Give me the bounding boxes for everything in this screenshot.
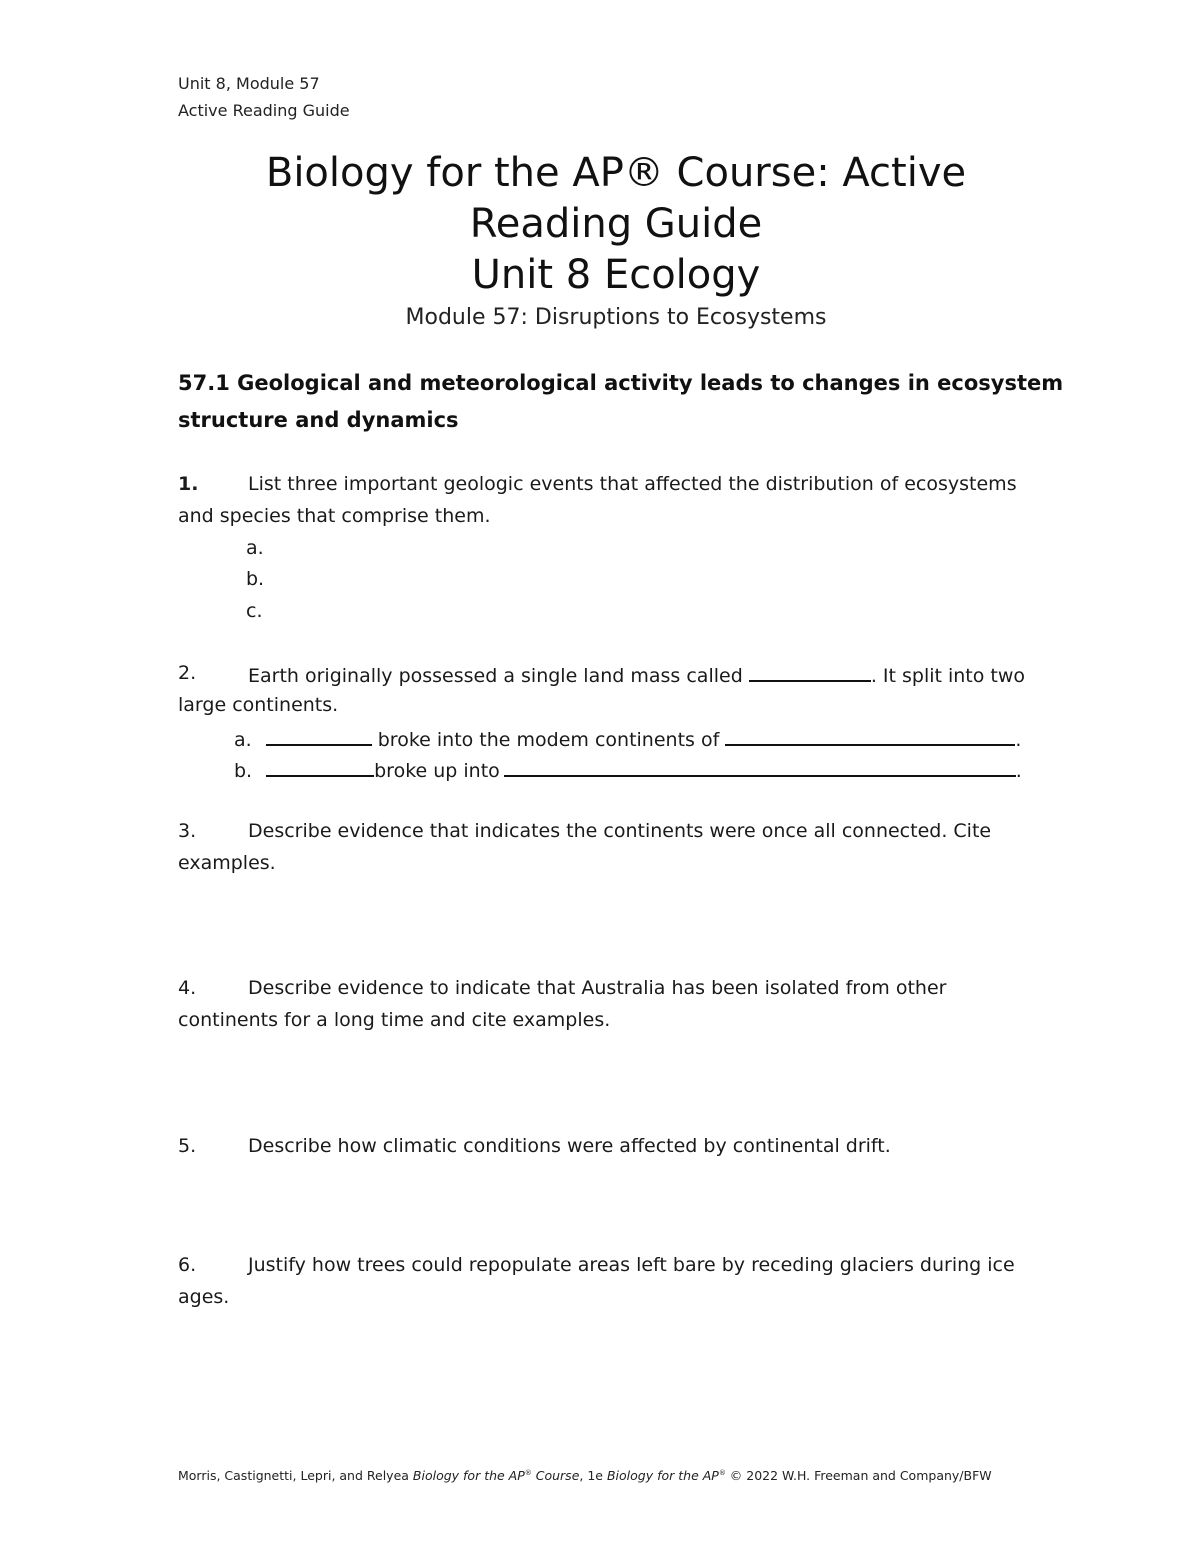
question-6-text-line-1: Justify how trees could repopulate areas left bare by receding glaciers during ice <box>248 1254 1015 1276</box>
question-2-part-a-end: . <box>1015 729 1022 751</box>
header-guide-label: Active Reading Guide <box>178 101 350 120</box>
page-title-line-2: Reading Guide <box>469 201 763 247</box>
footer-registered-mark-1: ® <box>524 1468 532 1477</box>
question-1-text-line-1: List three important geologic events that affected the distribution of ecosystems <box>248 473 1017 495</box>
question-2-part-b-end: . <box>1015 760 1022 782</box>
footer-book-title-1: Biology for the AP <box>412 1468 525 1483</box>
question-2-part-b-label: b. <box>234 760 253 782</box>
question-2-number: 2. <box>178 662 197 684</box>
question-1-number: 1. <box>178 473 199 495</box>
question-1-answer-b: b. <box>246 568 265 590</box>
footer-registered-mark-2: ® <box>718 1468 726 1477</box>
footer-citation <box>178 1468 992 1483</box>
module-subtitle: Module 57: Disruptions to Ecosystems <box>405 305 827 330</box>
footer-book-title-2: Biology for the AP <box>606 1468 719 1483</box>
question-2-part-a-label: a. <box>234 729 252 751</box>
question-2-text-line-2: large continents. <box>178 694 339 716</box>
page-title-unit: Unit 8 Ecology <box>471 252 761 298</box>
question-4-number: 4. <box>178 977 197 999</box>
question-1-answer-c: c. <box>246 600 263 622</box>
page-title-line-1: Biology for the AP® Course: Active <box>265 150 967 196</box>
section-heading-line-1: 57.1 Geological and meteorological activity leads to changes in ecosystem <box>178 371 1064 395</box>
question-2-part-b-text: broke up into <box>374 760 500 782</box>
question-5-number: 5. <box>178 1135 197 1157</box>
question-4-text-line-2: continents for a long time and cite examples. <box>178 1009 611 1031</box>
question-2-part-a <box>234 726 1021 751</box>
question-1-text-line-2: and species that comprise them. <box>178 505 491 527</box>
blank-continent-b[interactable] <box>266 757 374 777</box>
question-3-number: 3. <box>178 820 197 842</box>
question-1-answer-a: a. <box>246 537 264 559</box>
blank-modern-continents-a[interactable] <box>725 726 1015 746</box>
question-5-text-line-1: Describe how climatic conditions were affected by continental drift. <box>248 1135 891 1157</box>
section-heading-line-2: structure and dynamics <box>178 408 459 432</box>
question-2-text-part-b: . It split into two <box>870 665 1026 687</box>
question-2-text-line-1 <box>248 662 1025 687</box>
question-2-part-a-text: broke into the modem continents of <box>377 729 720 751</box>
header-unit-module: Unit 8, Module 57 <box>178 74 320 93</box>
footer-edition: , 1e <box>579 1468 607 1483</box>
question-3-text-line-1: Describe evidence that indicates the continents were once all connected. Cite <box>248 820 992 842</box>
question-3-text-line-2: examples. <box>178 852 276 874</box>
question-6-number: 6. <box>178 1254 197 1276</box>
footer-authors: Morris, Castignetti, Lepri, and Relyea <box>178 1468 413 1483</box>
question-6-text-line-2: ages. <box>178 1286 230 1308</box>
blank-supercontinent[interactable] <box>749 662 871 682</box>
footer-course: Course <box>531 1468 580 1483</box>
blank-continent-a[interactable] <box>266 726 372 746</box>
question-2-part-b <box>234 757 1022 782</box>
blank-modern-continents-b[interactable] <box>504 757 1016 777</box>
footer-copyright: © 2022 W.H. Freeman and Company/BFW <box>725 1468 992 1483</box>
question-2-text-part-a: Earth originally possessed a single land mass called <box>248 665 743 687</box>
question-4-text-line-1: Describe evidence to indicate that Australia has been isolated from other <box>248 977 947 999</box>
